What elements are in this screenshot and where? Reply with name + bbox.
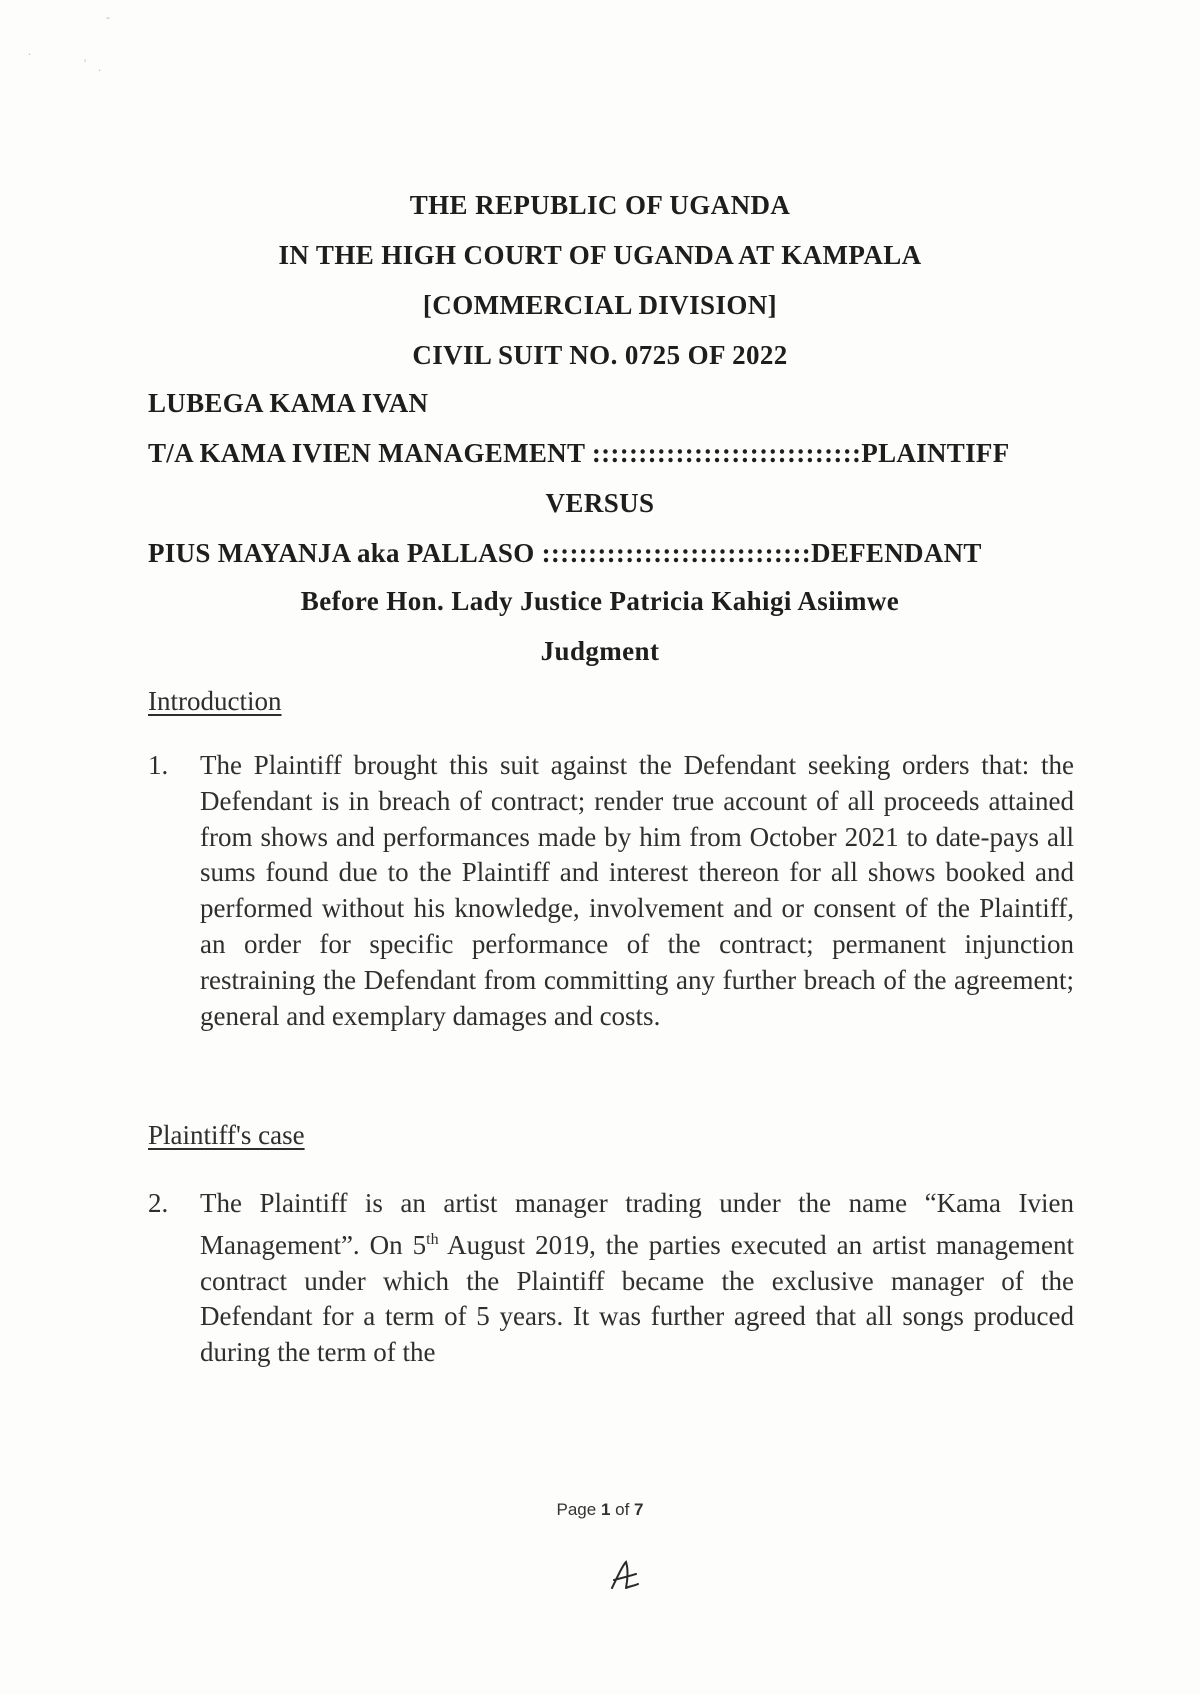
scan-artifact: - . ' . (28, 10, 110, 74)
division-heading: [COMMERCIAL DIVISION] (422, 290, 778, 320)
introduction-heading: Introduction (148, 686, 282, 716)
plaintiff-trading-line: T/A KAMA IVIEN MANAGEMENT :::::::::::::::::::::::::::::PLAINTIFF (148, 438, 1010, 468)
suit-number-heading: CIVIL SUIT NO. 0725 OF 2022 (412, 340, 788, 370)
paragraph-text: The Plaintiff brought this suit against the Defendant seeking orders that: the Defendant is in breach of contract; render true account of all proceeds attained from shows and performances made by him from October 2021 to date-pays all sums found due to the Plaintiff and interest thereon for all shows booked and performed without his knowledge, involvement and or consent of the Plaintiff, an order for specific performance of the contract; permanent injunction restraining the Defendant from committing any further breach of the agreement; general and exemplary damages and costs. (200, 750, 1074, 1031)
bench-line: Before Hon. Lady Justice Patricia Kahigi Asiimwe (300, 586, 900, 616)
paragraph-number: 2. (148, 1188, 169, 1218)
plaintiff-name: LUBEGA KAMA IVAN (148, 388, 429, 418)
paragraph-1 (148, 748, 1074, 1034)
judgment-heading: Judgment (540, 636, 660, 666)
paragraph-2 (148, 1186, 1074, 1371)
plaintiffs-case-heading: Plaintiff's case (148, 1120, 305, 1150)
paragraph-text: The Plaintiff is an artist manager trading under the name “Kama Ivien Management”. On 5th August 2019, the parties executed an artist management contract under which the Plaintiff became the exclusive manager of the Defendant for a term of 5 years. It was further agreed that all songs produced during the term of the (200, 1188, 1074, 1368)
page-number: Page 1 of 7 (556, 1500, 644, 1519)
defendant-line: PIUS MAYANJA aka PALLASO :::::::::::::::::::::::::::::DEFENDANT (148, 538, 982, 568)
handwritten-initials (604, 1556, 644, 1596)
republic-heading: THE REPUBLIC OF UGANDA (409, 190, 791, 220)
paragraph-number: 1. (148, 750, 169, 780)
court-heading: IN THE HIGH COURT OF UGANDA AT KAMPALA (278, 240, 922, 270)
versus-heading: VERSUS (545, 488, 655, 518)
